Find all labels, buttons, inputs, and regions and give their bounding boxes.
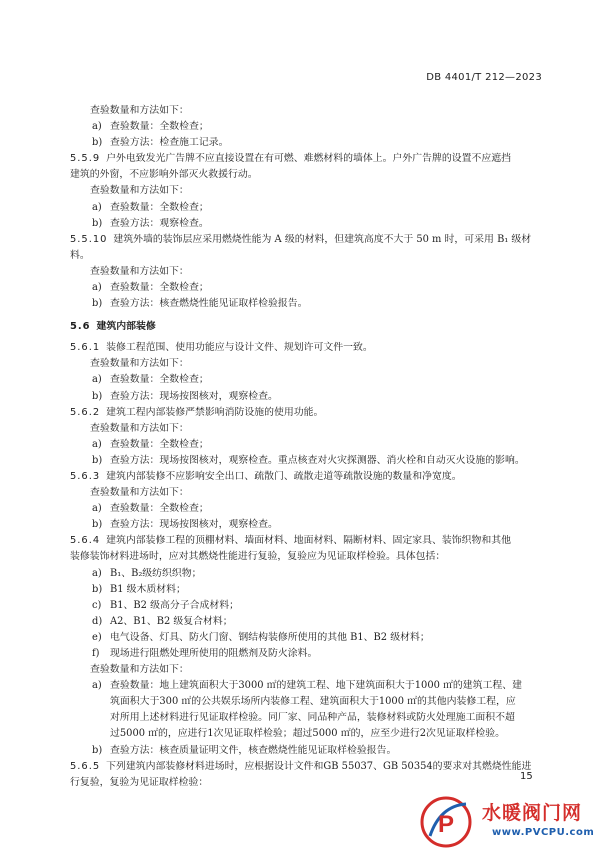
line-text: 建筑的外窗，不应影响外部灭火救援行动。 [70, 169, 258, 181]
list-text: B₁、B₂级纺织织物； [110, 567, 202, 579]
paragraph-line [70, 485, 552, 501]
list-label: a) [92, 567, 102, 579]
list-text: 过5000 ㎡的，应进行1次见证取样检验；超过5000 ㎡的，应至少进行2次见证取样检验。 [110, 728, 505, 740]
section-title: 建筑内部装修 [96, 321, 156, 333]
clause-text: 建筑内部装修工程的顶棚材料、墙面材料、地面材料、隔断材料、固定家具、装饰织物和其他 [106, 535, 512, 547]
clause-text: 下列建筑内部装修材料进场时，应根据设计文件和GB 55037、GB 50354的要求对其燃烧性能进 [106, 760, 532, 772]
watermark-logo-icon [420, 796, 476, 848]
list-label: b) [92, 390, 103, 402]
list-label: a) [92, 680, 102, 692]
list-item [70, 135, 552, 151]
list-item [70, 743, 552, 759]
clause-line [70, 759, 552, 775]
list-item-continuation [70, 694, 552, 710]
watermark-url: www.PVCPU.com [492, 827, 595, 838]
list-label: a) [92, 201, 102, 213]
list-text: 查验数量：地上建筑面积大于3000 ㎡的建筑工程、地下建筑面积大于1000 ㎡的建筑工程、建 [110, 680, 523, 692]
line-text: 装修装饰材料进场时，应对其燃烧性能进行复验，复验应为见证取样检验。具体包括： [70, 551, 446, 563]
list-item-continuation [70, 726, 552, 742]
list-label: b) [92, 519, 103, 531]
line-text: 查验数量和方法如下： [90, 664, 189, 676]
watermark-logo-letter: P [438, 811, 455, 838]
clause-line [70, 469, 552, 485]
clause-text: 建筑外墙的装饰层应采用燃烧性能为 A 级的材料，但建筑高度不大于 50 m 时，可采用 B₁ 级材 [113, 233, 532, 245]
clause-line [70, 340, 552, 356]
clause-text: 装修工程范围、使用功能应与设计文件、规划许可文件一致。 [106, 342, 373, 354]
list-item [70, 200, 552, 216]
paragraph-line [70, 103, 552, 119]
list-text: B1 级木质材料； [110, 583, 186, 595]
list-label: a) [92, 438, 102, 450]
clause-number: 5.6.5 [70, 760, 101, 772]
list-text: 筑面积大于300 ㎡的公共娱乐场所内装修工程、建筑面积大于1000 ㎡的其他内装修工程，应 [110, 696, 516, 708]
list-text: 查验数量：全数检查； [110, 374, 209, 386]
list-text: 查验数量：全数检查； [110, 282, 209, 294]
list-item [70, 646, 552, 662]
clause-line [70, 151, 552, 167]
line-text: 查验数量和方法如下： [90, 422, 189, 434]
list-text: 查验方法：核查质量证明文件，核查燃烧性能见证取样检验报告。 [110, 744, 397, 756]
list-text: 现场进行阻燃处理所使用的阻燃剂及防火涂料。 [110, 648, 318, 659]
continuation-line [70, 775, 552, 791]
clause-number: 5.6.2 [70, 406, 101, 418]
list-item [70, 566, 552, 582]
line-text: 查验数量和方法如下： [90, 265, 189, 277]
clause-line [70, 232, 552, 248]
line-text: 查验数量和方法如下： [90, 105, 189, 116]
list-label: b) [92, 744, 103, 756]
paragraph-line [70, 662, 552, 678]
list-label: b) [92, 454, 103, 466]
list-text: 查验数量：全数检查； [110, 503, 209, 515]
paragraph-line [70, 356, 552, 372]
clause-number: 5.6.3 [70, 470, 101, 482]
list-label: d) [92, 615, 103, 627]
page-body [70, 103, 552, 791]
list-text: 查验数量：全数检查； [110, 121, 209, 133]
watermark-title: 水暖阀门网 [482, 802, 583, 824]
list-text: 电气设备、灯具、防火门窗、钢结构装修所使用的其他 B1、B2 级材料； [110, 631, 430, 643]
clause-number: 5.6.4 [70, 535, 101, 547]
list-text: 查验方法：现场按图核对，观察检查。 [110, 519, 278, 531]
clause-text: 建筑内部装修不应影响安全出口、疏散门、疏散走道等疏散设施的数量和净宽度。 [106, 470, 462, 482]
line-text: 行复验，复验为见证取样检验： [70, 776, 209, 788]
list-label: b) [92, 298, 103, 310]
continuation-line [70, 549, 552, 565]
list-label: a) [92, 282, 102, 294]
line-text: 查验数量和方法如下： [90, 487, 189, 499]
clause-number: 5.5.9 [70, 153, 101, 165]
clause-text: 建筑工程内部装修严禁影响消防设施的使用功能。 [106, 406, 324, 418]
list-text: 查验方法：检查施工记录。 [110, 137, 229, 149]
list-text: B1、B2 级高分子合成材料； [110, 599, 239, 611]
list-item [70, 437, 552, 453]
paragraph-line [70, 264, 552, 280]
list-item [70, 614, 552, 630]
list-text: 查验方法：观察检查。 [110, 217, 209, 229]
line-text: 查验数量和方法如下： [90, 358, 189, 370]
list-text: 对所用上述材料进行见证取样检验。同厂家、同品种产品，装修材料或防火处理施工面积不超 [110, 712, 515, 724]
list-item [70, 119, 552, 135]
list-text: 查验方法：现场按图核对，观察检查。重点核查对火灾探测器、消火栓和自动灭火设施的影响。 [110, 454, 525, 466]
list-text: 查验数量：全数检查； [110, 201, 209, 213]
clause-number: 5.6.1 [70, 342, 101, 354]
list-label: a) [92, 374, 102, 386]
list-item [70, 630, 552, 646]
list-item [70, 598, 552, 614]
list-label: b) [92, 137, 103, 149]
section-number: 5.6 [70, 321, 91, 333]
list-item [70, 582, 552, 598]
list-item [70, 678, 552, 694]
list-text: A2、B1、B2 级复合材料； [110, 615, 233, 627]
list-item [70, 453, 552, 469]
list-item [70, 372, 552, 388]
list-text: 查验数量：全数检查； [110, 438, 209, 450]
clause-line [70, 405, 552, 421]
paragraph-line [70, 183, 552, 199]
list-item [70, 389, 552, 405]
paragraph-line [70, 421, 552, 437]
clause-number: 5.5.10 [70, 233, 108, 245]
list-item [70, 501, 552, 517]
watermark [420, 796, 600, 848]
list-label: a) [92, 503, 102, 515]
list-item-continuation [70, 710, 552, 726]
section-heading [70, 318, 552, 336]
list-text: 查验方法：核查燃烧性能见证取样检验报告。 [110, 298, 308, 310]
page-number: 15 [520, 771, 533, 782]
list-label: f) [92, 648, 100, 659]
list-item [70, 216, 552, 232]
list-label: e) [92, 631, 102, 643]
standard-code: DB 4401/T 212—2023 [426, 72, 542, 83]
list-label: a) [92, 121, 102, 133]
clause-text: 户外电致发光广告牌不应直接设置在有可燃、难燃材料的墙体上。户外广告牌的设置不应遮挡 [106, 153, 512, 165]
list-label: b) [92, 583, 103, 595]
line-text: 料。 [70, 249, 90, 261]
line-text: 查验数量和方法如下： [90, 185, 189, 197]
clause-line [70, 533, 552, 549]
list-item [70, 280, 552, 296]
list-label: c) [92, 599, 102, 611]
continuation-line [70, 248, 552, 264]
list-item [70, 296, 552, 312]
list-text: 查验方法：现场按图核对，观察检查。 [110, 390, 278, 402]
continuation-line [70, 167, 552, 183]
list-label: b) [92, 217, 103, 229]
list-item [70, 517, 552, 533]
